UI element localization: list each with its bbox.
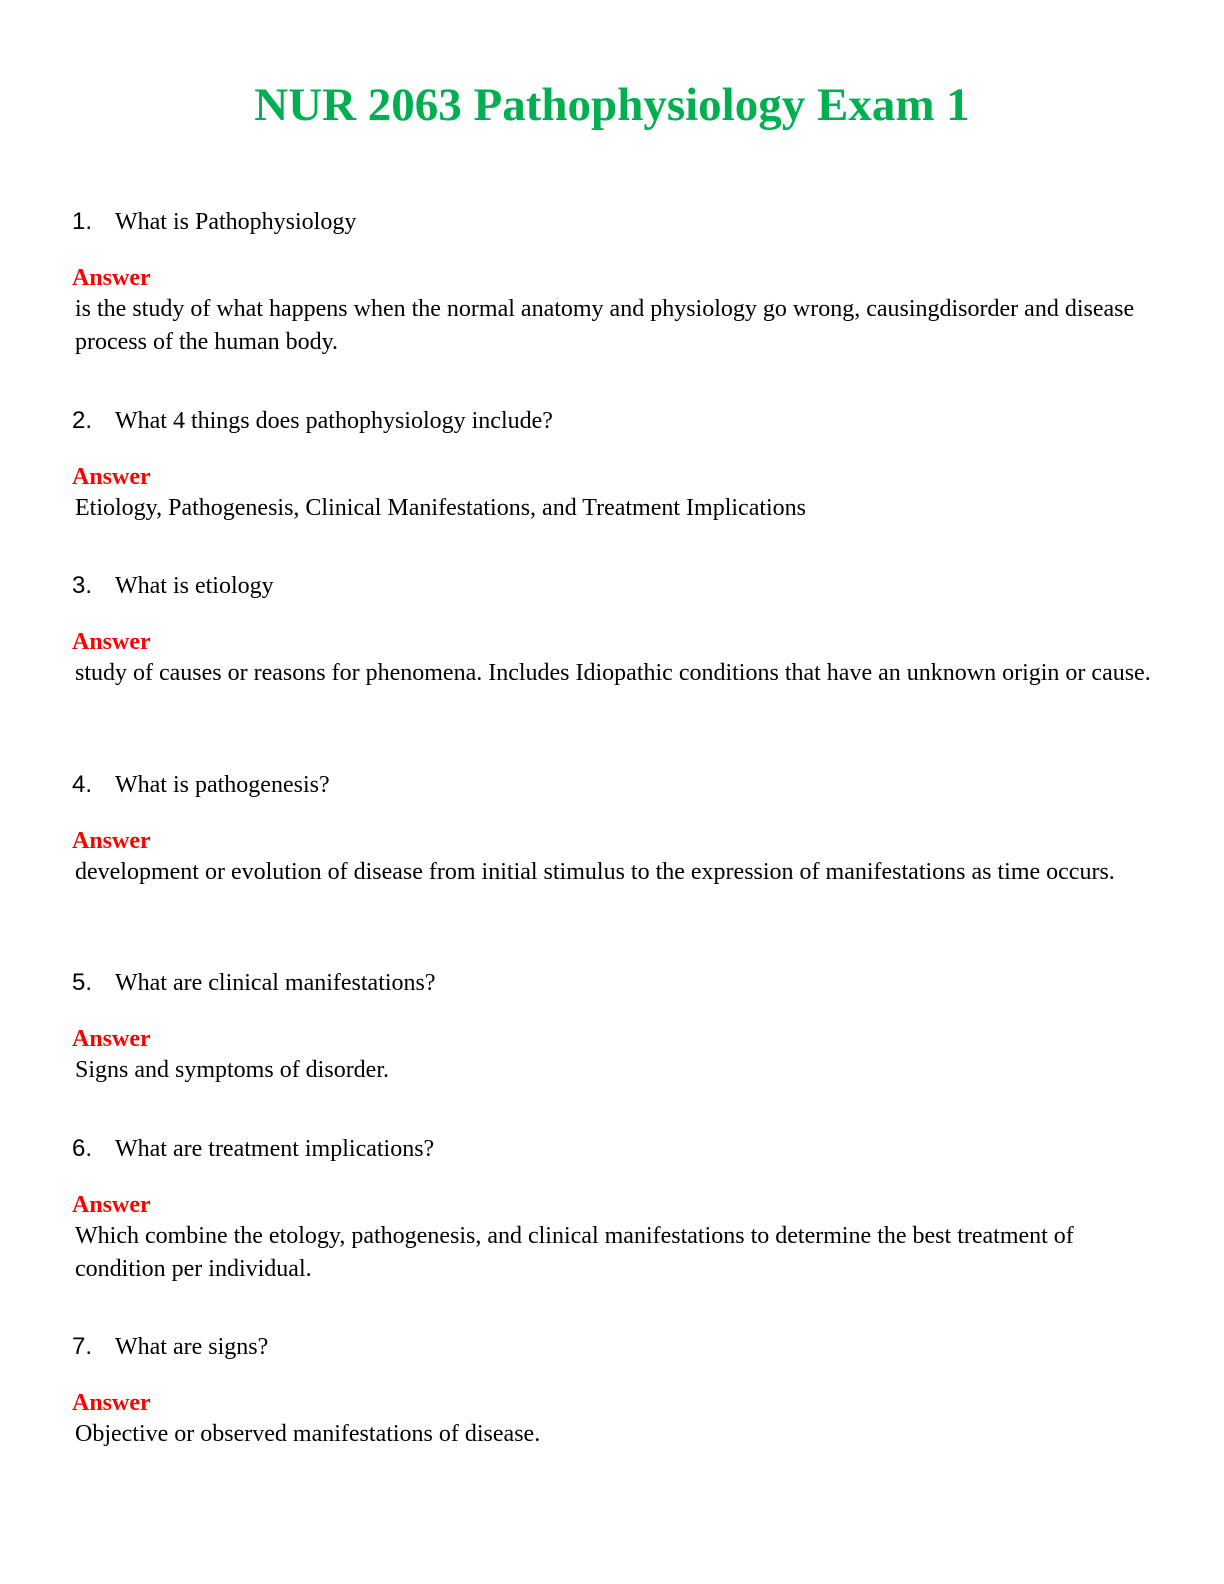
qa-item-4 bbox=[72, 766, 1162, 889]
answer-label: Answer bbox=[72, 1192, 151, 1218]
question-number: 7. bbox=[72, 1333, 93, 1360]
answer-label: Answer bbox=[72, 629, 151, 655]
question-number: 3. bbox=[72, 572, 93, 599]
question-text: What 4 things does pathophysiology include? bbox=[115, 408, 553, 434]
qa-item-7 bbox=[72, 1328, 1162, 1451]
question-text: What are signs? bbox=[115, 1334, 269, 1360]
question bbox=[72, 203, 1162, 241]
question-number: 1. bbox=[72, 208, 93, 235]
question-number: 5. bbox=[72, 969, 93, 996]
qa-item-3 bbox=[72, 567, 1162, 690]
page-title: NUR 2063 Pathophysiology Exam 1 bbox=[254, 79, 970, 131]
question bbox=[72, 1130, 1162, 1168]
answer-text: study of causes or reasons for phenomena. Includes Idiopathic conditions that have an unknown origin or cause. bbox=[75, 660, 1151, 686]
answer-label: Answer bbox=[72, 1390, 151, 1416]
question bbox=[72, 964, 1162, 1002]
question-text: What is etiology bbox=[115, 573, 274, 599]
qa-item-1 bbox=[72, 203, 1162, 359]
question-text: What are treatment implications? bbox=[115, 1136, 435, 1162]
answer-text: Signs and symptoms of disorder. bbox=[75, 1057, 390, 1083]
answer-label: Answer bbox=[72, 1026, 151, 1052]
question bbox=[72, 766, 1162, 804]
question-number: 4. bbox=[72, 771, 93, 798]
question-text: What are clinical manifestations? bbox=[115, 970, 436, 996]
question bbox=[72, 1328, 1162, 1366]
answer-text: development or evolution of disease from initial stimulus to the expression of manifestations as time occurs. bbox=[75, 859, 1115, 885]
question bbox=[72, 567, 1162, 605]
answer-text: Objective or observed manifestations of disease. bbox=[75, 1421, 541, 1447]
question-number: 2. bbox=[72, 407, 93, 434]
answer-label: Answer bbox=[72, 265, 151, 291]
question bbox=[72, 402, 1162, 440]
qa-item-5 bbox=[72, 964, 1162, 1087]
question-text: What is Pathophysiology bbox=[115, 209, 357, 235]
qa-item-2 bbox=[72, 402, 1162, 525]
answer-text: Which combine the etology, pathogenesis, and clinical manifestations to determine the best treatment of condition per individual. bbox=[75, 1223, 1080, 1282]
answer-label: Answer bbox=[72, 464, 151, 490]
answer-label: Answer bbox=[72, 828, 151, 854]
question-text: What is pathogenesis? bbox=[115, 772, 330, 798]
answer-text: is the study of what happens when the normal anatomy and physiology go wrong, causingdisorder and disease process of the human body. bbox=[75, 296, 1141, 355]
answer-text: Etiology, Pathogenesis, Clinical Manifestations, and Treatment Implications bbox=[75, 495, 807, 521]
qa-item-6 bbox=[72, 1130, 1162, 1286]
question-number: 6. bbox=[72, 1135, 93, 1162]
